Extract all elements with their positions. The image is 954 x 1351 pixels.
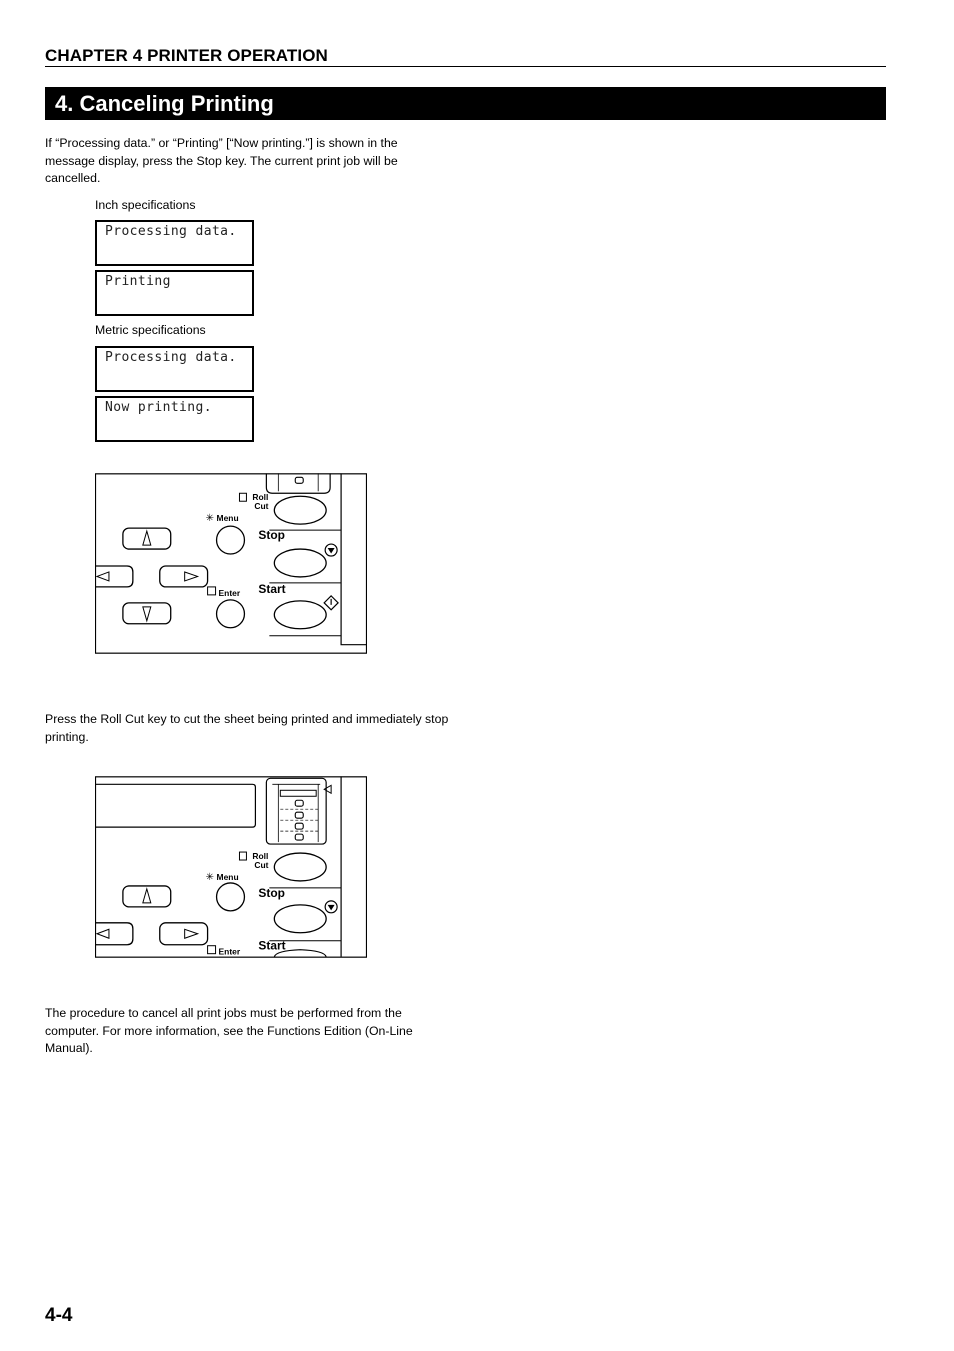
intro-paragraph: If “Processing data.” or “Printing” [“Now printing.”] is shown in the message display, press the Stop key. The current print job will be cancelled.: [45, 136, 398, 185]
enter-label: Enter: [218, 587, 241, 598]
metric-display-now-printing-text: Now printing.: [105, 400, 212, 415]
metric-display-processing: [95, 346, 254, 392]
enter-label: Enter: [218, 946, 241, 957]
roll-label: Roll: [252, 492, 269, 503]
roll-cut-paragraph: Press the Roll Cut key to cut the sheet being printed and immediately stop printing.: [45, 712, 449, 744]
chapter-heading: CHAPTER 4 PRINTER OPERATION: [45, 46, 328, 65]
roll-label: Roll: [252, 851, 269, 862]
operation-panel-illustration-stop: [95, 473, 367, 654]
section-title: 4. Canceling Printing: [55, 91, 274, 116]
inch-display-printing-text: Printing: [105, 274, 171, 289]
inch-spec-label: Inch specifications: [95, 198, 196, 212]
stop-label: Stop: [258, 528, 285, 543]
start-label: Start: [258, 938, 286, 953]
inch-display-processing: [95, 220, 254, 266]
chapter-rule: [45, 66, 886, 67]
start-label: Start: [258, 581, 286, 596]
menu-label: Menu: [216, 513, 239, 524]
menu-star-icon: ✳: [205, 513, 214, 525]
section-banner: [45, 87, 886, 120]
cut-label: Cut: [254, 501, 269, 512]
operation-panel-illustration-roll-cut: [95, 776, 367, 958]
menu-star-icon: ✳: [205, 871, 214, 883]
stop-label: Stop: [258, 885, 285, 900]
metric-display-now-printing: [95, 396, 254, 442]
page-number: 4-4: [45, 1305, 73, 1326]
inch-display-processing-text: Processing data.: [105, 224, 237, 239]
metric-spec-label: Metric specifications: [95, 323, 206, 337]
metric-display-processing-text: Processing data.: [105, 350, 237, 365]
cut-label: Cut: [254, 859, 269, 870]
menu-label: Menu: [216, 871, 239, 882]
cancel-all-paragraph: The procedure to cancel all print jobs must be performed from the computer. For more information, see the Functions Edition (On-Line Manual).: [45, 1006, 413, 1055]
inch-display-printing: [95, 270, 254, 316]
